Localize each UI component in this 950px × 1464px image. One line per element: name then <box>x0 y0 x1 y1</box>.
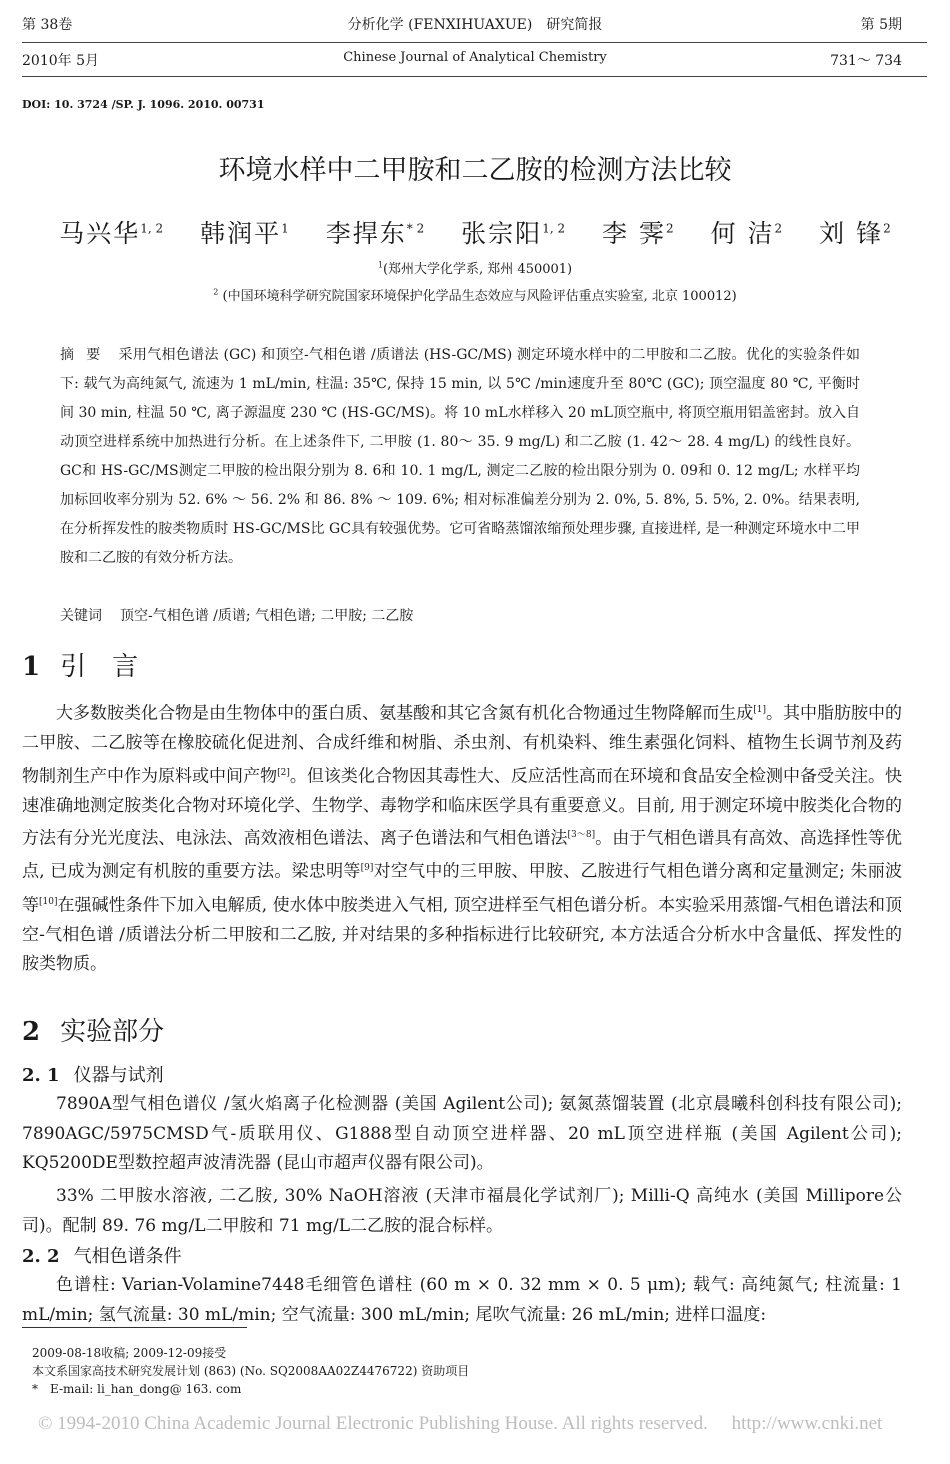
author: 李 霁$^2$ <box>602 219 674 248</box>
header-date: 2010年 5月 <box>22 53 99 69</box>
footnote: 本文系国家高技术研究发展计划 (863) (No. SQ2008AA02Z4476722) 资助项目 <box>32 1364 470 1378</box>
citation-ref: [9] <box>360 863 374 874</box>
author: 刘 锋$^2$ <box>819 219 891 248</box>
reagents-paragraph: 33% 二甲胺水溶液, 二乙胺, 30% NaOH溶液 (天津市福晨化学试剂厂); Milli-Q 高纯水 (美国 Millipore公司)。配制 89. 76 mg/L二甲胺和 71 mg/L二乙胺的混合标样。 <box>22 1186 902 1236</box>
author: 何 洁$^2$ <box>710 219 783 248</box>
citation-ref: [10] <box>39 896 58 907</box>
text-run: 。由于气相色谱具有高效、高选择性等优点, 已成为测定有机胺的重要方法。梁忠明等 <box>22 828 902 883</box>
author: 韩润平$^1$ <box>200 219 289 248</box>
header-journal-en: Chinese Journal of Analytical Chemistry <box>343 50 607 65</box>
subsection-heading: 2. 1 仪器与试剂 <box>22 1065 164 1086</box>
header-divider-top <box>22 42 927 43</box>
citation-ref: [2] <box>277 767 290 778</box>
citation-ref: [1] <box>753 705 766 715</box>
header-volume: 第 38卷 <box>22 17 73 33</box>
doi: DOI: 10. 3724 /SP. J. 1096. 2010. 00731 <box>22 98 265 111</box>
abstract-text: 采用气相色谱法 (GC) 和顶空-气相色谱 /质谱法 (HS-GC/MS) 测定环境水样中的二甲胺和二乙胺。优化的实验条件如下: 载气为高纯氮气, 流速为 1 mL/min, 柱温: 35℃, 保持 15 min, 以 5℃ /min速度升至 80℃ (GC); 顶空温度 80 ℃, 平衡时间 30 min, 柱温 50 ℃, 离子源温度 230 ℃ (HS-GC/MS)。将 10 mL水样移入 20 mL顶空瓶中, 将顶空瓶用铝盖密封。放入自动顶空进样系统中加热进行分析。在上述条件下, 二甲胺 (1. 80～ 35. 9 mg/L) 和二乙胺 (1. 42～ 28. 4 mg/L) 的线性良好。GC和 HS-GC/MS测定二甲胺的检出限分别为 8. 6和 10. 1 mg/L, 测定二乙胺的检出限分别为 0. 09和 0. 12 mg/L; 水样平均加标回收率分别为 52. 6% ～ 56. 2% 和 86. 8% ～ 109. 6%; 相对标准偏差分别为 2. 0%, 5. 8%, 5. 5%, 2. 0%。结果表明, 在分析挥发性的胺类物质时 HS-GC/MS比 GC具有较强优势。它可省略蒸馏浓缩预处理步骤, 直接进样, 是一种测定环境水中二甲胺和二乙胺的有效分析方法。 <box>60 347 861 566</box>
intro-paragraph <box>22 696 902 980</box>
text-run: 大多数胺类化合物是由生物体中的蛋白质、氨基酸和其它含氮有机化合物通过生物降解而生成 <box>56 703 754 724</box>
subsection-heading: 2. 2 气相色谱条件 <box>22 1246 182 1267</box>
keywords-label: 关键词 <box>60 608 102 624</box>
header-journal-cn: 分析化学 (FENXIHUAXUE) 研究简报 <box>347 17 603 33</box>
abstract <box>60 341 860 573</box>
section-heading: 1 引 言 <box>22 652 139 682</box>
affiliation: $^2$ (中国环境科学研究院国家环境保护化学品生态效应与风险评估重点实验室, 北京 100012) <box>213 287 737 304</box>
footnote: 2009-08-18收稿; 2009-12-09接受 <box>32 1346 227 1360</box>
author: 张宗阳$^{1, 2}$ <box>461 219 566 248</box>
author: 马兴华$^{1, 2}$ <box>59 219 164 248</box>
author: 李捍东$^{* 2}$ <box>325 219 425 248</box>
author-list <box>0 214 950 250</box>
text-run: 。但该类化合物因其毒性大、反应活性高而在环境和食品安全检测中备受关注。快速准确地测定胺类化合物对环境化学、生物学、毒物学和临床医学具有重要意义。目前, 用于测定环境中胺类化合物的方法有分光光度法、电泳法、高效液相色谱法、离子色谱法和气相色谱法 <box>22 766 903 849</box>
footnote: * E-mail: li_han_dong@ 163. com <box>32 1382 242 1396</box>
instruments-paragraph: 7890A型气相色谱仪 /氢火焰离子化检测器 (美国 Agilent公司); 氨氮蒸馏装置 (北京晨曦科创科技有限公司); 7890AGC/5975CMSD气-质联用仪、G1888型自动顶空进样器、20 mL顶空进样瓶 (美国 Agilent公司); KQ5200DE型数控超声波清洗器 (昆山市超声仪器有限公司)。 <box>22 1094 902 1173</box>
header-divider-bottom <box>22 76 927 77</box>
citation-ref: [3～8] <box>567 830 596 841</box>
gc-conditions-paragraph: 色谱柱: Varian-Volamine7448毛细管色谱柱 (60 m × 0. 32 mm × 0. 5 μm); 载气: 高纯氮气; 柱流量: 1 mL/min; 氢气流量: 30 mL/min; 空气流量: 300 mL/min; 尾吹气流量: 26 mL/min; 进样口温度: <box>22 1275 902 1325</box>
copyright-notice: © 1994-2010 China Academic Journal Electronic Publishing House. All rights reserved. http://www.cnki.net <box>38 1413 883 1434</box>
header-issue: 第 5期 <box>860 17 902 33</box>
text-run: 。其中脂肪胺中的二甲胺、二乙胺等在橡胶硫化促进剂、合成纤维和树脂、杀虫剂、有机染料、维生素强化饲料、植物生长调节剂及药物制剂生产中作为原料或中间产物 <box>22 703 903 787</box>
header-pages: 731～ 734 <box>830 53 902 69</box>
abstract-label: 摘要 <box>60 347 113 363</box>
text-run: 在强碱性条件下加入电解质, 使水体中胺类进入气相, 顶空进样至气相色谱分析。本实验采用蒸馏-气相色谱法和顶空-气相色谱 /质谱法分析二甲胺和二乙胺, 并对结果的多种指标进行比较研究, 本方法适合分析水中含量低、挥发性的胺类物质。 <box>22 895 903 975</box>
footnote-divider <box>22 1327 247 1328</box>
section-heading: 2 实验部分 <box>22 1017 165 1047</box>
affiliation: $^1$(郑州大学化学系, 郑州 450001) <box>377 260 573 277</box>
keywords-text: 顶空-气相色谱 /质谱; 气相色谱; 二甲胺; 二乙胺 <box>120 608 414 624</box>
text-run: 对空气中的三甲胺、甲胺、乙胺进行气相色谱分离和定量测定; 朱丽波等 <box>22 862 902 916</box>
paper-title: 环境水样中二甲胺和二乙胺的检测方法比较 <box>218 155 732 186</box>
keywords <box>60 605 860 625</box>
